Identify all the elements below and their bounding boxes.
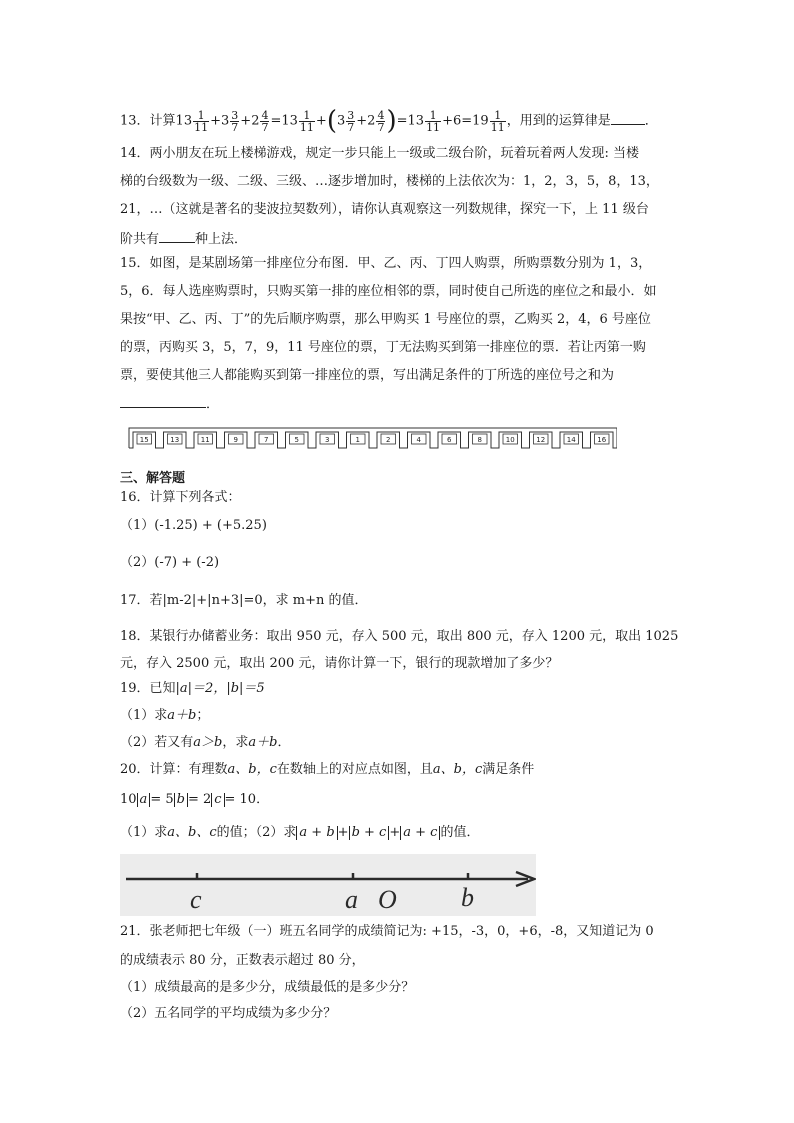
number-line-svg	[120, 854, 536, 916]
seat-map-figure	[127, 424, 617, 454]
q13-close-paren: )	[386, 106, 397, 136]
q19-p2-cond: a＞b	[193, 735, 223, 750]
q13-frac-c2	[376, 110, 385, 133]
q13-line: 13．计算13 $\frac{1}{11}$ +3 $\frac{3}{7}$ +2 $\frac{4}{7}$ =13 $\frac{1}{11}$ +(3 $\frac{3}{7}$ +2 $\frac{4}{7}$ )=13 $\frac{1}{11}$ +6=19 $\frac{1}{11}$ ，用到的运算律是 ．	[120, 106, 658, 136]
seat-5	[282, 432, 313, 448]
q20-p-mid: 的值；（2）求	[216, 825, 297, 840]
q19-part-2	[120, 733, 290, 753]
label-c: c	[190, 885, 202, 914]
seat-number: 15	[139, 436, 149, 444]
seat-8	[465, 432, 496, 448]
q13-six: 6	[452, 113, 462, 129]
q20-line1-vars: a、b，c	[227, 762, 277, 777]
seat-number: 6	[447, 436, 452, 444]
q13-num-c: 4	[261, 108, 269, 122]
seat-9	[221, 432, 252, 448]
q15-line-3: 果按“甲、乙、丙、丁”的先后顺序购票，那么甲购买 1 号座位的票，乙购买 2，4，6 号座位	[120, 312, 651, 327]
q13-frac-r	[490, 110, 506, 133]
seat-13	[160, 432, 191, 448]
q13-num-r: 1	[490, 110, 506, 122]
q13-den-r: 11	[490, 120, 505, 134]
q13-num-a3: 1	[425, 110, 441, 122]
q16-part-1: （1）(-1.25) + (+5.25)	[120, 518, 267, 533]
q13-num-a: 1	[193, 110, 209, 122]
q20-p-prefix: （1）求	[120, 825, 168, 840]
seat-number: 13	[170, 436, 180, 444]
number-line-figure	[120, 854, 536, 916]
q13-prefix: 13．计算	[120, 113, 176, 129]
seat-6	[434, 432, 465, 448]
seat-15	[129, 432, 160, 448]
seat-4	[404, 432, 435, 448]
q19-part-1	[120, 706, 209, 726]
q20-line-1	[120, 760, 534, 780]
q19-cond-b: |b|＝5	[226, 681, 265, 696]
q13-num-b2: 3	[347, 108, 355, 122]
section-3-title: 三、解答题	[120, 471, 186, 486]
seat-number: 11	[200, 436, 210, 444]
q19-p1-end: ；	[196, 708, 210, 723]
seat-10	[495, 432, 526, 448]
q14-answer-blank	[159, 228, 195, 243]
q20-eq-10: 10	[120, 792, 137, 807]
q13-den-b2: 7	[347, 120, 355, 134]
q13-den-c: 7	[261, 120, 269, 134]
q13-den-b: 7	[231, 120, 239, 134]
q19-p1-expr: a＋b	[167, 708, 197, 723]
seat-12	[526, 432, 557, 448]
q20-eq-5: = 5	[150, 792, 174, 807]
q20-line1-end: 满足条件	[482, 762, 535, 777]
q19-cond-a: |a|＝2，	[175, 681, 227, 696]
q13-whole-a: 13	[175, 113, 193, 129]
seat-number: 16	[597, 436, 607, 444]
seat-number: 3	[325, 436, 330, 444]
label-a: a	[345, 885, 358, 914]
q19-line-1	[120, 679, 265, 699]
q13-whole-c2: 2	[367, 113, 376, 129]
q20-p-vars: a、b、c	[167, 825, 217, 840]
q13-num-b: 3	[231, 108, 239, 122]
q15-answer-blank	[120, 393, 206, 408]
q20-abs-3: a + c	[400, 826, 440, 840]
q20-abs-1: a + b	[296, 826, 337, 840]
seat-14	[556, 432, 587, 448]
label-b: b	[461, 883, 474, 912]
seat-3	[312, 432, 343, 448]
q19-p2-expr: a＋b	[248, 735, 278, 750]
q13-whole-c: 2	[251, 113, 260, 129]
q14-last-prefix: 阶共有	[120, 232, 160, 247]
q20-equation	[120, 790, 269, 810]
q13-frac-b2	[346, 110, 355, 133]
q13-open-paren: (	[326, 106, 337, 136]
q20-line1-prefix: 20．计算：有理数	[120, 762, 228, 777]
q19-p2-prefix: （2）若又有	[120, 735, 194, 750]
q15-line-4: 的票，丙购买 3，5，7，9，11 号座位的票，丁无法购买到第一排座位的票．若让丙第一购	[120, 340, 646, 355]
q21-line-1: 21．张老师把七年级（一）班五名同学的成绩简记为: +15，-3，0，+6，-8，又知道记为 0	[120, 924, 654, 939]
q20-plus-2: +	[389, 825, 401, 840]
seat-number: 8	[477, 436, 482, 444]
q14-last-suffix: 种上法．	[195, 232, 248, 247]
q15-line-6	[120, 393, 219, 415]
q20-eq-2: = 2	[187, 792, 212, 807]
q20-line1-vars2: a、b，c	[432, 762, 483, 777]
q19-p1-prefix: （1）求	[120, 708, 168, 723]
seat-number: 4	[416, 436, 421, 444]
q13-den-a3: 11	[426, 120, 441, 134]
seat-7	[251, 432, 282, 448]
seat-number: 9	[233, 436, 238, 444]
q13-num-a2: 1	[299, 110, 315, 122]
q15-line-5: 票，要使其他三人都能购买到第一排座位的票，写出满足条件的丁所选的座位号之和为	[120, 368, 615, 383]
label-origin: O	[378, 885, 397, 914]
q13-whole-b2: 3	[336, 113, 346, 129]
q20-plus-1: +	[337, 825, 349, 840]
q13-whole-b: 3	[221, 113, 230, 129]
seat-number: 12	[536, 436, 546, 444]
q16-part-2: （2）(-7) + (-2)	[120, 555, 220, 570]
q21-part-1: （1）成绩最高的是多少分，成绩最低的是多少分？	[120, 980, 415, 995]
q21-part-2: （2）五名同学的平均成绩为多少分？	[120, 1006, 337, 1021]
seat-number: 2	[386, 436, 391, 444]
q15-line-1: 15．如图，是某剧场第一排座位分布图．甲、乙、丙、丁四人购票，所购票数分别为 1，3，	[120, 256, 652, 271]
q13-den-a: 11	[194, 120, 209, 134]
seat-1	[343, 432, 374, 448]
q13-result-mid: 13	[407, 113, 425, 129]
q13-frac-a	[193, 110, 209, 133]
q13-num-c2: 4	[377, 108, 385, 122]
q19-prefix: 19．已知	[120, 681, 176, 696]
q13-frac-a2	[299, 110, 315, 133]
q19-p2-end: ．	[277, 735, 291, 750]
q13-whole-r: 19	[472, 113, 489, 129]
seat-number: 5	[294, 436, 299, 444]
q13-frac-c	[260, 110, 269, 133]
seat-11	[190, 432, 221, 448]
q15-line-2: 5，6．每人选座购票时，只购买第一排的座位相邻的票，同时使自己所选的座位之和最小．如	[120, 284, 657, 299]
q18-line-2: 元，存入 2500 元，取出 200 元，请你计算一下，银行的现款增加了多少？	[120, 656, 559, 671]
q20-eq-end: = 10．	[224, 792, 270, 807]
q20-eq-abs-a: a	[137, 793, 151, 807]
q19-p2-mid: ，求	[222, 735, 249, 750]
q13-answer-blank	[611, 110, 645, 125]
q18-line-1: 18．某银行办储蓄业务：取出 950 元，存入 500 元，取出 800 元，存入 1200 元，取出 1025	[120, 629, 679, 644]
q20-parts	[120, 823, 479, 843]
seat-16	[587, 432, 618, 448]
seat-number: 14	[566, 436, 576, 444]
q14-line-3: 21，…（这就是著名的斐波拉契数列），请你认真观察这一列数规律，探究一下，上 11 级台	[120, 202, 649, 217]
q13-end: ．	[644, 113, 658, 129]
q13-den-c2: 7	[377, 120, 385, 134]
seat-number: 1	[355, 436, 360, 444]
q15-end: ．	[206, 397, 220, 412]
seat-number: 10	[505, 436, 515, 444]
q14-line-4	[120, 228, 247, 250]
q20-abs-2: b + c	[349, 826, 390, 840]
q13-suffix: ，用到的运算律是	[506, 113, 611, 129]
q20-eq-abs-c: c	[211, 793, 224, 807]
q14-line-2: 梯的台级数为一级、二级、三级、…逐步增加时，楼梯的上法依次为：1，2，3，5，8，13，	[120, 174, 659, 189]
q17-text: 17．若|m-2|+|n+3|=0，求 m+n 的值．	[120, 593, 368, 608]
q13-whole-a2: 13	[281, 113, 298, 129]
q13-frac-a3	[425, 110, 441, 133]
seat-number: 7	[264, 436, 269, 444]
seat-2	[373, 432, 404, 448]
q20-line1-mid: 在数轴上的对应点如图，且	[276, 762, 433, 777]
q20-eq-abs-b: b	[174, 793, 188, 807]
q20-p-end: 的值．	[440, 825, 480, 840]
q16-title: 16．计算下列各式：	[120, 490, 241, 505]
q13-den-a2: 11	[299, 120, 314, 134]
q13-frac-b	[230, 110, 239, 133]
q14-line-1: 14．两小朋友在玩上楼梯游戏，规定一步只能上一级或二级台阶，玩着玩着两人发现: 当楼	[120, 146, 640, 161]
q21-line-2: 的成绩表示 80 分，正数表示超过 80 分，	[120, 953, 365, 968]
